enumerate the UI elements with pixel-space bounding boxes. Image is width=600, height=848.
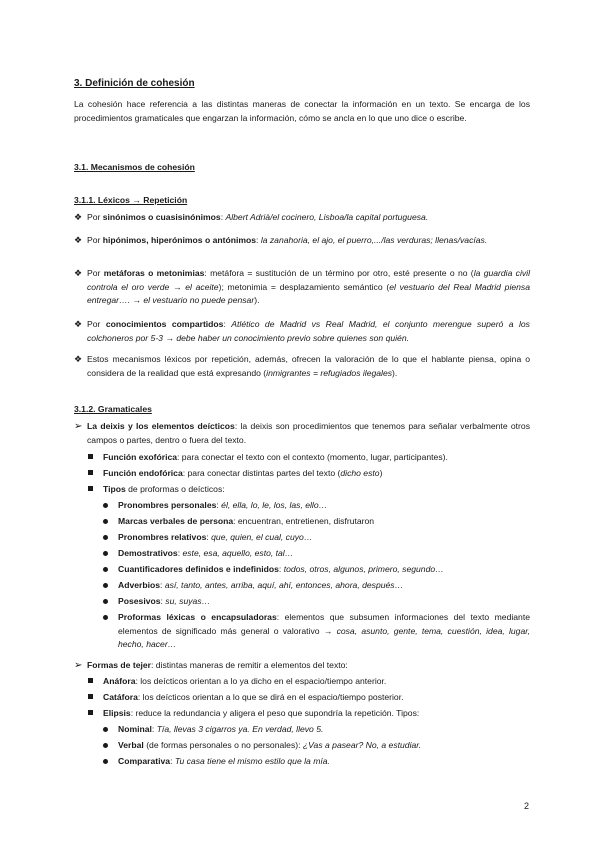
list-item	[74, 318, 530, 345]
item-term: Pronombres personales	[118, 500, 217, 510]
item-example: Albert Adrià/el cocinero, Lisboa/la capital portuguesa.	[225, 212, 429, 222]
item-text: : para conectar el texto con el contexto (momento, lugar, participantes).	[177, 452, 448, 462]
list-item	[103, 611, 530, 652]
dot-bullet-icon	[103, 551, 108, 556]
list-item	[88, 467, 530, 481]
diamond-bullet-icon: ❖	[74, 319, 83, 329]
item-term: Formas de tejer	[87, 660, 151, 670]
item-term: Catáfora	[103, 692, 138, 702]
item-term: Proformas léxicas o encapsuladoras	[118, 612, 277, 622]
item-example: cosa, asunto, gente, tema, cuestión, idea, lugar, hecho, hacer…	[118, 625, 530, 649]
item-text: :	[170, 756, 175, 766]
item-example: ¿Vas a pasear? No, a estudiar.	[302, 740, 422, 750]
document-page	[74, 0, 530, 848]
item-example: la guardia civil controla el oro verde → el aceite	[87, 268, 530, 292]
item-example: Atlético de Madrid vs Real Madrid, el conjunto merengue superó a los colchoneros por 5-3 → debe haber un conocimiento previo sobre quienes son quién.	[87, 319, 530, 343]
item-text: : los deícticos orientan a lo que se dirá en el espacio/tiempo posterior.	[137, 692, 404, 702]
square-bullet-icon	[88, 467, 95, 474]
item-example: este, esa, aquello, esto, tal…	[182, 548, 294, 558]
item-text: :	[223, 319, 232, 329]
diamond-bullet-icon: ❖	[74, 212, 83, 222]
item-text: :	[177, 548, 183, 558]
dot-bullet-icon	[103, 615, 108, 620]
item-example: que, quien, el cual, cuyo…	[211, 532, 313, 542]
list-item	[103, 563, 530, 577]
item-term: La deixis y los elementos deícticos	[87, 421, 235, 431]
item-term: sinónimos o cuasisinónimos	[102, 212, 221, 222]
item-text: )	[379, 468, 383, 478]
item-term: Demostrativos	[118, 548, 178, 558]
list-item	[103, 515, 530, 529]
item-term: Posesivos	[118, 596, 161, 606]
subsection-title-lexicos: 3.1.1. Léxicos → Repetición	[74, 195, 188, 205]
list-item	[88, 483, 530, 497]
subsection-title-mecanismos: 3.1. Mecanismos de cohesión	[74, 162, 195, 172]
list-item	[103, 739, 530, 753]
list-item	[74, 211, 530, 225]
item-term: Adverbios	[118, 580, 161, 590]
dot-bullet-icon	[103, 743, 108, 748]
item-text: : encuentran, entretienen, disfrutaron	[233, 516, 375, 526]
item-text: (de formas personales o no personales):	[143, 740, 303, 750]
item-text: ).	[254, 295, 260, 305]
item-text: : los deícticos orientan a lo ya dicho en el espacio/tiempo anterior.	[135, 676, 387, 686]
item-example: inmigrantes = refugiados ilegales	[266, 367, 393, 378]
item-example: el vestuario del Real Madrid piensa entregar…. → el vestuario no puede pensar	[87, 281, 530, 305]
item-text: Por	[87, 319, 106, 329]
diamond-bullet-icon: ❖	[74, 235, 83, 245]
item-text: :	[151, 724, 157, 734]
item-text: : reduce la redundancia y aligera el peso que supondría la repetición. Tipos:	[130, 708, 420, 718]
square-bullet-icon	[88, 451, 95, 458]
item-term: Nominal	[118, 724, 152, 734]
item-example: todos, otros, algunos, primero, segundo…	[283, 564, 444, 574]
item-term: hipónimos, hiperónimos o antónimos	[102, 235, 257, 245]
list-item	[103, 755, 530, 769]
item-text: Por	[87, 268, 104, 278]
subsection-title-gramaticales: 3.1.2. Gramaticales	[74, 404, 152, 414]
square-bullet-icon	[88, 707, 95, 714]
item-text: :	[206, 532, 212, 542]
item-text: :	[220, 212, 226, 222]
item-text: ).	[392, 367, 398, 378]
intro-paragraph: La cohesión hace referencia a las distintas maneras de conectar la información en un texto. Se encarga de los procedimientos gramaticales que engarzan la información, cómo se ancla en lo que uno dice o escribe.	[74, 99, 530, 123]
list-item	[103, 595, 530, 609]
item-example: la zanahoria, el ajo, el puerro,.../las verduras; llenas/vacías.	[260, 235, 488, 245]
item-term: Comparativa	[118, 756, 171, 766]
item-term: Pronombres relativos	[118, 532, 207, 542]
dot-bullet-icon	[103, 583, 108, 588]
item-example: Tía, llevas 3 cigarros ya. En verdad, llevo 5.	[156, 724, 324, 734]
dot-bullet-icon	[103, 759, 108, 764]
list-item	[74, 267, 530, 308]
dot-bullet-icon	[103, 519, 108, 524]
dot-bullet-icon	[103, 535, 108, 540]
list-item	[74, 659, 530, 673]
dot-bullet-icon	[103, 567, 108, 572]
dot-bullet-icon	[103, 503, 108, 508]
item-term: Cuantificadores definidos e indefinidos	[118, 564, 279, 574]
list-item	[103, 579, 530, 593]
list-item	[88, 451, 530, 465]
list-item	[74, 353, 530, 380]
item-text: : elementos que subsumen informaciones del texto mediante elementos de significado más general o valorativo →	[118, 612, 530, 636]
item-term: Anáfora	[103, 676, 136, 686]
item-example: así, tanto, antes, arriba, aquí, ahí, entonces, ahora, después…	[164, 580, 404, 590]
arrow-bullet-icon: ➢	[74, 660, 83, 671]
item-example: su, suyas…	[165, 596, 211, 606]
list-item	[103, 499, 530, 513]
item-term: Función exofórica	[103, 452, 178, 462]
page-number: 2	[524, 801, 530, 811]
section-title: 3. Definición de cohesión	[74, 78, 195, 89]
item-term: Marcas verbales de persona	[118, 516, 234, 526]
list-item	[103, 531, 530, 545]
list-item	[74, 234, 530, 248]
item-example: él, ella, lo, le, los, las, ello…	[221, 500, 328, 510]
item-term: Elipsis	[103, 708, 131, 718]
item-text: :	[256, 235, 261, 245]
item-term: Verbal	[118, 740, 144, 750]
item-text: Por	[87, 235, 103, 245]
item-term: conocimientos compartidos	[105, 319, 224, 329]
diamond-bullet-icon: ❖	[74, 354, 83, 364]
item-text: :	[160, 596, 166, 606]
item-term: Función endofórica	[103, 468, 183, 478]
item-example: Tu casa tiene el mismo estilo que la mía.	[174, 756, 330, 766]
item-text: :	[278, 564, 284, 574]
list-item	[103, 547, 530, 561]
item-term: Tipos	[103, 484, 126, 494]
item-text: : la deixis son procedimientos que tenemos para señalar verbalmente otros campos o partes, dentro o fuera del texto.	[87, 421, 530, 445]
item-text: Estos mecanismos léxicos por repetición, además, ofrecen la valoración de lo que el hablante piensa, opina o considera de la realidad que está expresando (	[87, 354, 530, 378]
item-text: : para conectar distintas partes del texto (	[182, 468, 341, 478]
item-text: :	[216, 500, 222, 510]
item-term: metáforas o metonimias	[103, 268, 205, 278]
item-text: :	[160, 580, 165, 590]
list-item	[88, 691, 530, 705]
item-text: de proformas o deícticos:	[125, 484, 225, 494]
list-item	[103, 723, 530, 737]
item-text: ); metonimia = desplazamiento semántico (	[218, 281, 390, 292]
list-item	[88, 707, 530, 721]
item-example: dicho esto	[340, 468, 380, 478]
dot-bullet-icon	[103, 599, 108, 604]
item-text: : metáfora = sustitución de un término por otro, esté presente o no (	[204, 268, 474, 278]
square-bullet-icon	[88, 691, 95, 698]
square-bullet-icon	[88, 675, 95, 682]
square-bullet-icon	[88, 483, 95, 490]
list-item	[74, 420, 530, 447]
dot-bullet-icon	[103, 727, 108, 732]
item-text: : distintas maneras de remitir a elementos del texto:	[151, 660, 348, 670]
diamond-bullet-icon: ❖	[74, 268, 83, 278]
list-item	[88, 675, 530, 689]
arrow-bullet-icon: ➢	[74, 421, 83, 432]
item-text: Por	[87, 212, 103, 222]
